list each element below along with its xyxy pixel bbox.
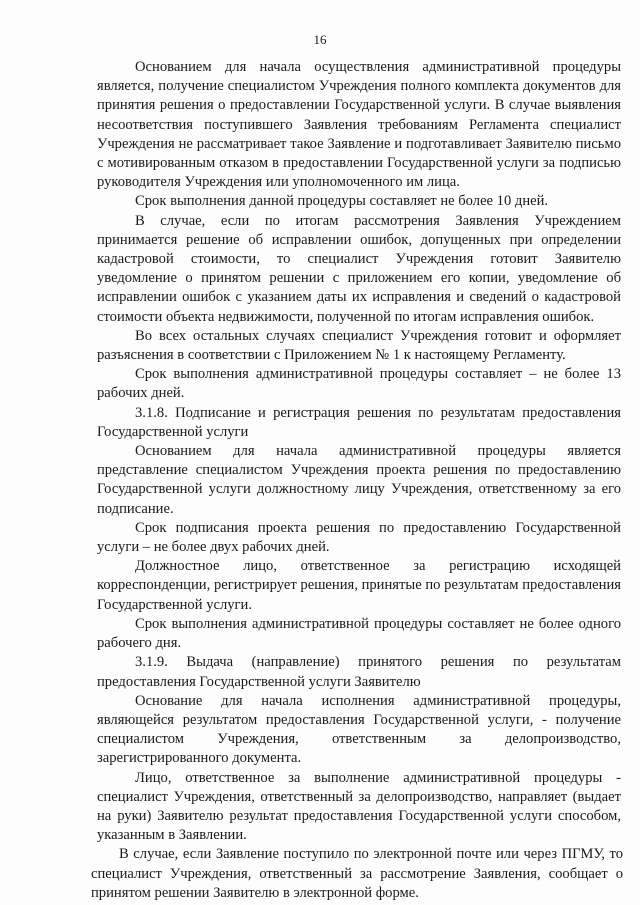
paragraph: В случае, если по итогам рассмотрения Заявления Учреждением принимается решение об исправлении ошибок, допущенных при определении кадастровой стоимости, то специалист Учреждения готовит Заявителю уведомление о принятом решении с приложением его копии, уведомление об исправлении ошибок с указанием даты их исправления и сведений о кадастровой стоимости объекта недвижимости, полученной по итогам исправления ошибок. <box>97 212 621 325</box>
paragraph: Лицо, ответственное за выполнение административной процедуры - специалист Учреждения, ответственный за делопроизводство, направляет (выдает на руки) Заявителю результат предоставления Государственной услуги способом, указанным в Заявлении. <box>97 769 621 844</box>
paragraph: Основанием для начала осуществления административной процедуры является, получение специалистом Учреждения полного комплекта документов для принятия решения о предоставлении Государственной услуги. В случае выявления несоответствия поступившего Заявления требованиям Регламента специалист Учреждения не рассматривает такое Заявление и подготавливает Заявителю письмо с мотивированным отказом в предоставлении Государственной услуги за подписью руководителя Учреждения или уполномоченного им лица. <box>97 59 621 191</box>
paragraph: Срок выполнения административной процедуры составляет не более одного рабочего дня. <box>97 615 621 652</box>
paragraph: Во всех остальных случаях специалист Учреждения готовит и оформляет разъяснения в соответствии с Приложением № 1 к настоящему Регламенту. <box>97 327 621 364</box>
paragraph: Должностное лицо, ответственное за регистрацию исходящей корреспонденции, регистрирует решения, принятые по результатам предоставления Государственной услуги. <box>97 558 621 613</box>
paragraph: Основанием для начала административной процедуры является представление специалистом Учреждения проекта решения по предоставлению Государственной услуги должностному лицу Учреждения, ответственному за его подписание. <box>97 443 621 517</box>
section-heading: 3.1.8. Подписание и регистрация решения по результатам предоставления Государственной услуги <box>97 404 621 440</box>
document-body <box>91 58 623 903</box>
page-number: 16 <box>313 32 327 47</box>
paragraph: Срок подписания проекта решения по предоставлению Государственной услуги – не более двух рабочих дней. <box>97 519 621 556</box>
section-heading: 3.1.9. Выдача (направление) принятого решения по результатам предоставления Государственной услуги Заявителю <box>97 654 621 690</box>
paragraph: Срок выполнения административной процедуры составляет – не более 13 рабочих дней. <box>97 366 621 402</box>
paragraph: В случае, если Заявление поступило по электронной почте или через ПГМУ, то специалист Учреждения, ответственный за рассмотрение Заявления, сообщает о принятом решении Заявителю в электронной форме. <box>91 846 623 901</box>
paragraph: Срок выполнения данной процедуры составляет не более 10 дней. <box>135 193 549 210</box>
paragraph: Основание для начала исполнения административной процедуры, являющейся результатом предоставления Государственной услуги, - получение специалистом Учреждения, ответственным за делопроизводство, зарегистрированного документа. <box>97 692 621 767</box>
